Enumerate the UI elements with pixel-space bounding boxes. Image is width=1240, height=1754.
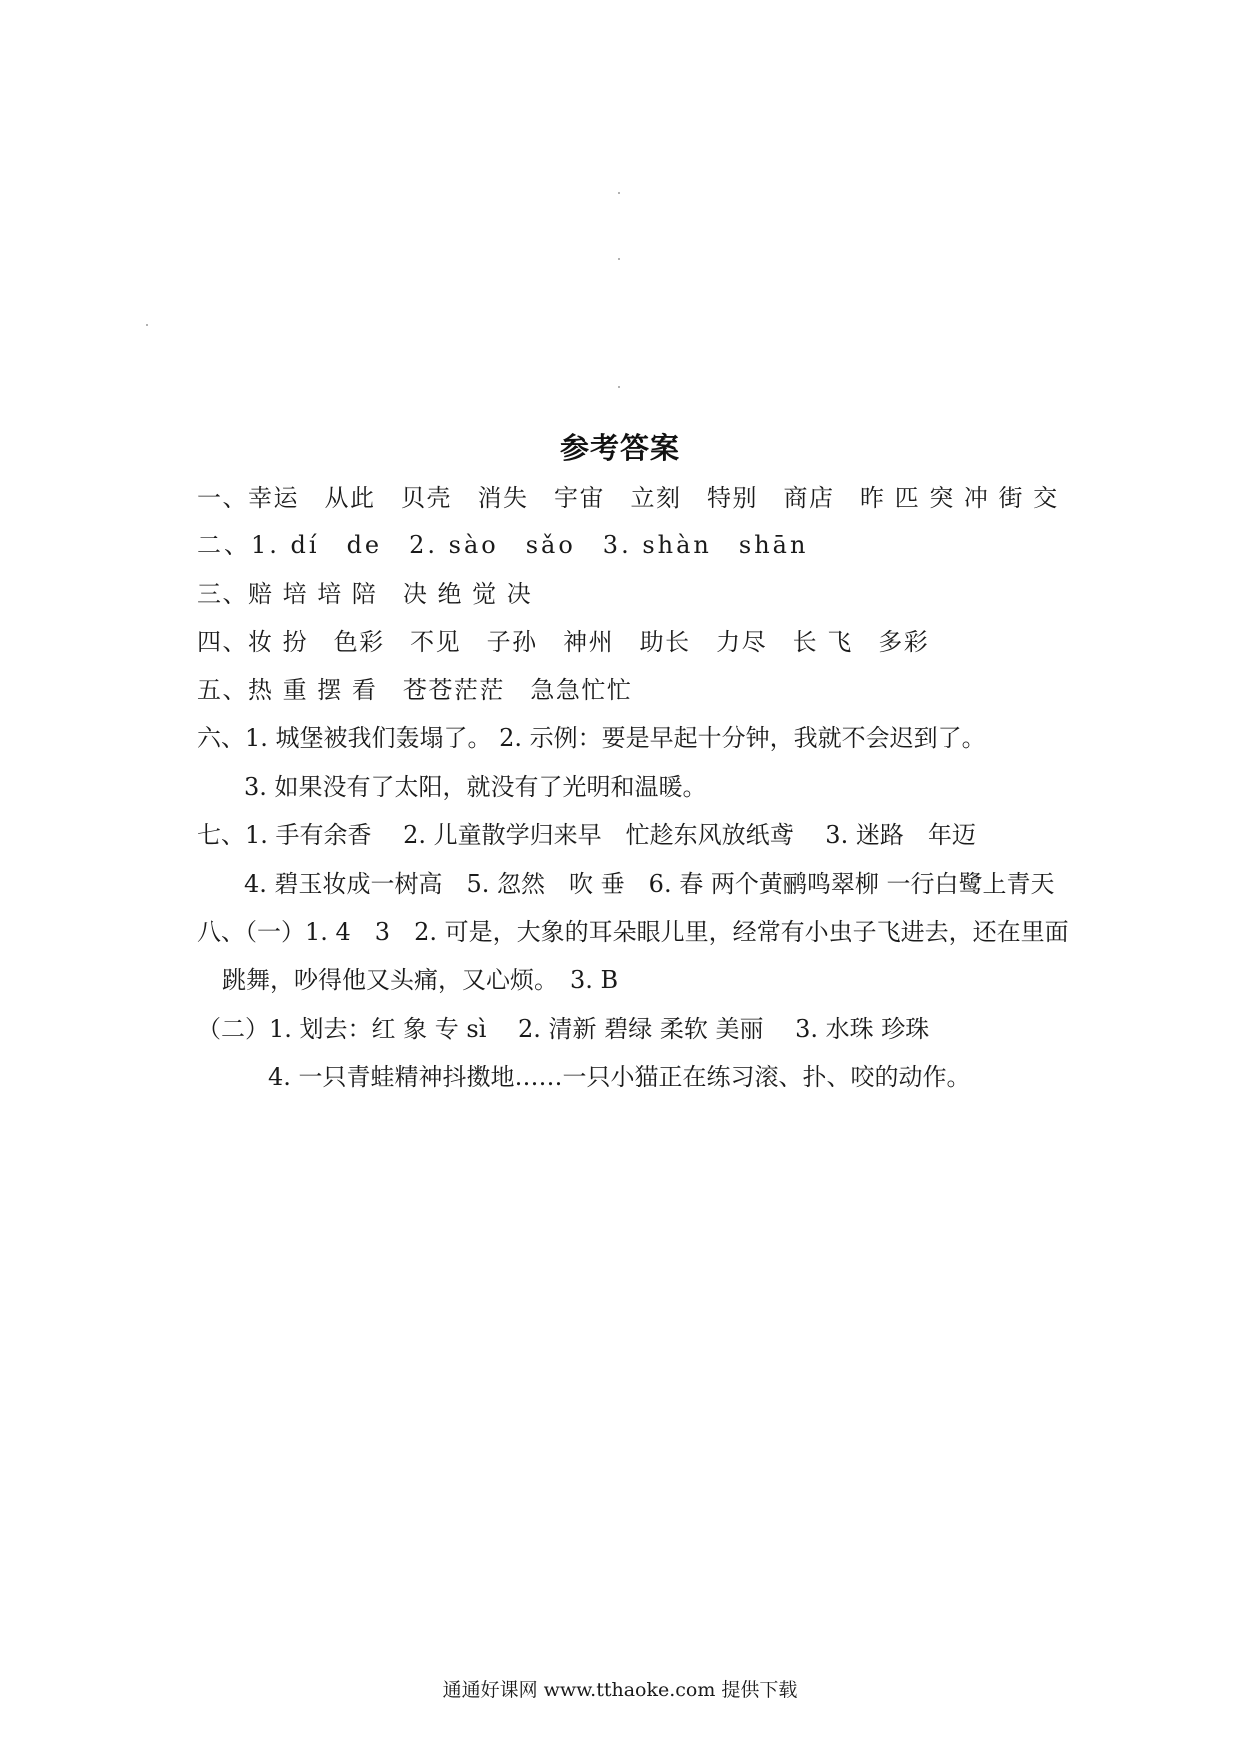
answer-line-10: 八、（一）1. 4 3 2. 可是，大象的耳朵眼儿里，经常有小虫子飞进去，还在里面 — [197, 918, 1069, 946]
answer-line-4: 四、妆 扮 色彩 不见 子孙 神州 助长 力尽 长 飞 多彩 — [197, 628, 930, 656]
answer-line-3: 三、赔 培 培 陪 决 绝 觉 决 — [197, 580, 533, 608]
scan-speck — [618, 258, 620, 260]
answer-line-11: 跳舞，吵得他又头痛，又心烦。 3. B — [222, 966, 619, 994]
answer-line-13: 4. 一只青蛙精神抖擞地……一只小猫正在练习滚、扑、咬的动作。 — [268, 1063, 971, 1091]
scan-speck — [146, 324, 148, 326]
page-title: 参考答案 — [559, 431, 680, 465]
answer-line-2: 二、1. dí de 2. sào sǎo 3. shàn shān — [197, 531, 809, 559]
answer-line-9: 4. 碧玉妆成一树高 5. 忽然 吹 垂 6. 春 两个黄鹂鸣翠柳 一行白鹭上青天 — [244, 870, 1055, 898]
answer-line-1: 一、幸运 从此 贝壳 消失 宇宙 立刻 特别 商店 昨 匹 突 冲 街 交 — [197, 484, 1059, 512]
answer-line-6: 六、1. 城堡被我们轰塌了。 2. 示例：要是早起十分钟，我就不会迟到了。 — [197, 724, 986, 752]
footer-source: 通通好课网 www.tthaoke.com 提供下载 — [442, 1679, 798, 1701]
scan-speck — [618, 192, 620, 194]
answer-line-5: 五、热 重 摆 看 苍苍茫茫 急急忙忙 — [197, 676, 633, 704]
answer-line-12: （二）1. 划去：红 象 专 sì 2. 清新 碧绿 柔软 美丽 3. 水珠 珍珠 — [197, 1015, 930, 1043]
answer-line-8: 七、1. 手有余香 2. 儿童散学归来早 忙趁东风放纸鸢 3. 迷路 年迈 — [197, 821, 976, 849]
scan-speck — [618, 386, 620, 388]
answer-line-7: 3. 如果没有了太阳，就没有了光明和温暖。 — [244, 773, 707, 801]
